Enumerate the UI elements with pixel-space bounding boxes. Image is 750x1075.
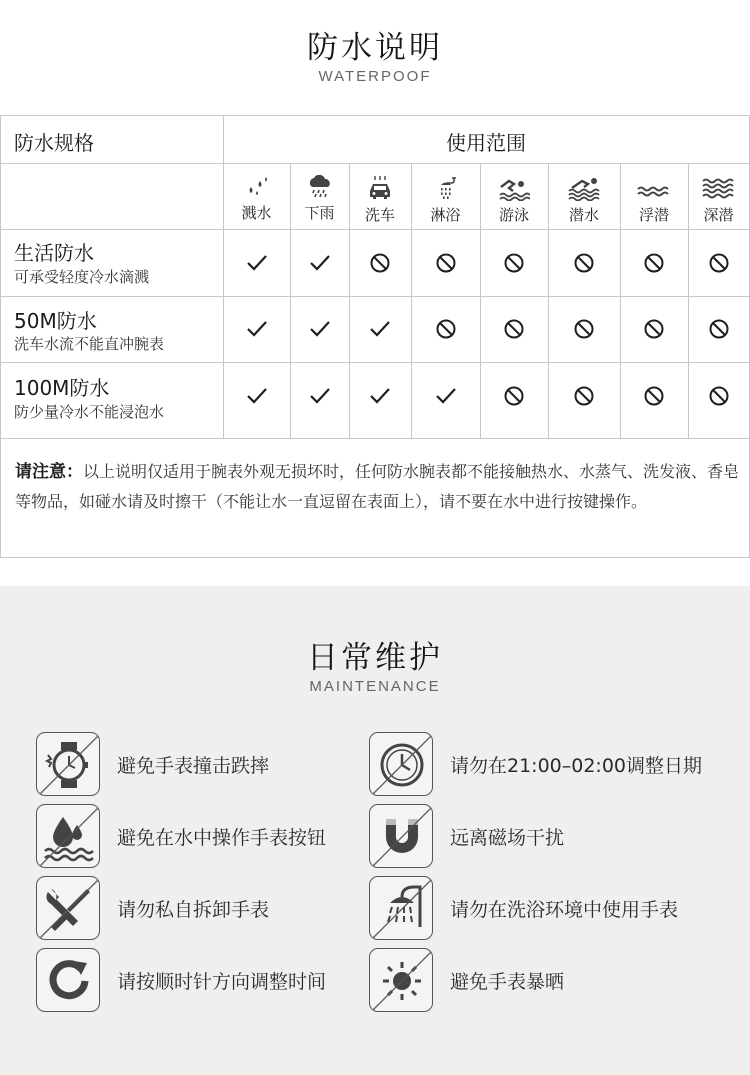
rain-icon [306,175,334,199]
check-icon [308,317,332,341]
car-wash-icon [365,175,395,201]
maintenance-title: 日常维护 [307,640,443,676]
maintenance-label: 避免在水中操作手表按钮 [117,827,327,849]
tools-icon [36,876,100,940]
prohibited-icon [642,251,666,275]
check-icon [368,384,392,408]
check-icon [368,317,392,341]
waterproof-subtitle: WATERPOOF [318,68,432,85]
prohibited-icon [707,384,731,408]
maintenance-label: 请勿私自拆卸手表 [117,899,270,921]
prohibited-icon [572,384,596,408]
shower-icon [369,876,433,940]
maintenance-subtitle: MAINTENANCE [309,678,441,695]
notice-text: 以上说明仅适用于腕表外观无损坏时，任何防水腕表都不能接触热水、水蒸气、洗发液、香皂等物品，如碰水请及时擦干（不能让水一直逗留在表面上），请不要在水中进行按键操作。 [15,462,740,511]
spec-desc: 可承受轻度冷水滴溅 [14,268,150,286]
water-drop-icon [36,804,100,868]
sun-icon [369,948,433,1012]
maintenance-label: 避免手表撞击跌摔 [117,755,270,777]
usage-dive [548,166,620,230]
check-icon [434,384,458,408]
spec-header: 防水规格 [14,131,94,155]
spec-desc: 防少量冷水不能浸泡水 [14,403,165,421]
shower-icon [432,175,460,201]
waterproof-table [0,115,750,558]
prohibited-icon [368,251,392,275]
check-icon [245,384,269,408]
usage-label: 洗车 [364,206,395,224]
clock-icon [369,732,433,796]
prohibited-icon [707,251,731,275]
spec-name: 50M防水 [14,309,97,333]
usage-shower [411,166,480,230]
deep-dive-icon [701,175,737,201]
prohibited-icon [707,317,731,341]
magnet-icon [369,804,433,868]
usage-rain [290,166,349,230]
prohibited-icon [502,384,526,408]
prohibited-icon [572,317,596,341]
usage-label: 下雨 [304,204,335,222]
spec-desc: 洗车水流不能直冲腕表 [14,335,165,353]
usage-label: 溅水 [241,204,272,222]
maintenance-label: 请勿在洗浴环境中使用手表 [450,899,679,921]
maintenance-section [0,586,750,1075]
spec-name: 生活防水 [14,241,94,265]
dive-icon [567,175,601,201]
prohibited-icon [434,317,458,341]
spec-name: 100M防水 [14,376,110,400]
prohibited-icon [502,317,526,341]
usage-snorkel [620,166,688,230]
usage-label: 深潜 [703,206,734,224]
usage-header: 使用范围 [446,131,526,155]
watch-impact-icon [36,732,100,796]
splash-icon [243,175,271,199]
waterproof-title: 防水说明 [307,30,443,66]
prohibited-icon [502,251,526,275]
check-icon [245,317,269,341]
usage-splash [223,166,290,230]
swim-icon [498,175,530,201]
prohibited-icon [642,317,666,341]
check-icon [245,251,269,275]
notice-label: 请注意： [15,462,83,482]
maintenance-label: 远离磁场干扰 [450,827,565,849]
usage-carwash [349,166,411,230]
notice [15,457,739,516]
usage-label: 淋浴 [430,206,461,224]
check-icon [308,384,332,408]
usage-deep-dive [688,166,749,230]
prohibited-icon [642,384,666,408]
clockwise-icon [36,948,100,1012]
usage-label: 潜水 [568,206,599,224]
check-icon [308,251,332,275]
maintenance-label: 请按顺时针方向调整时间 [117,971,327,993]
maintenance-label: 请勿在21:00–02:00调整日期 [450,755,703,777]
usage-label: 游泳 [498,206,529,224]
usage-label: 浮潜 [638,206,669,224]
usage-swim [480,166,548,230]
maintenance-label: 避免手表暴晒 [450,971,565,993]
snorkel-icon [636,175,672,201]
prohibited-icon [434,251,458,275]
prohibited-icon [572,251,596,275]
